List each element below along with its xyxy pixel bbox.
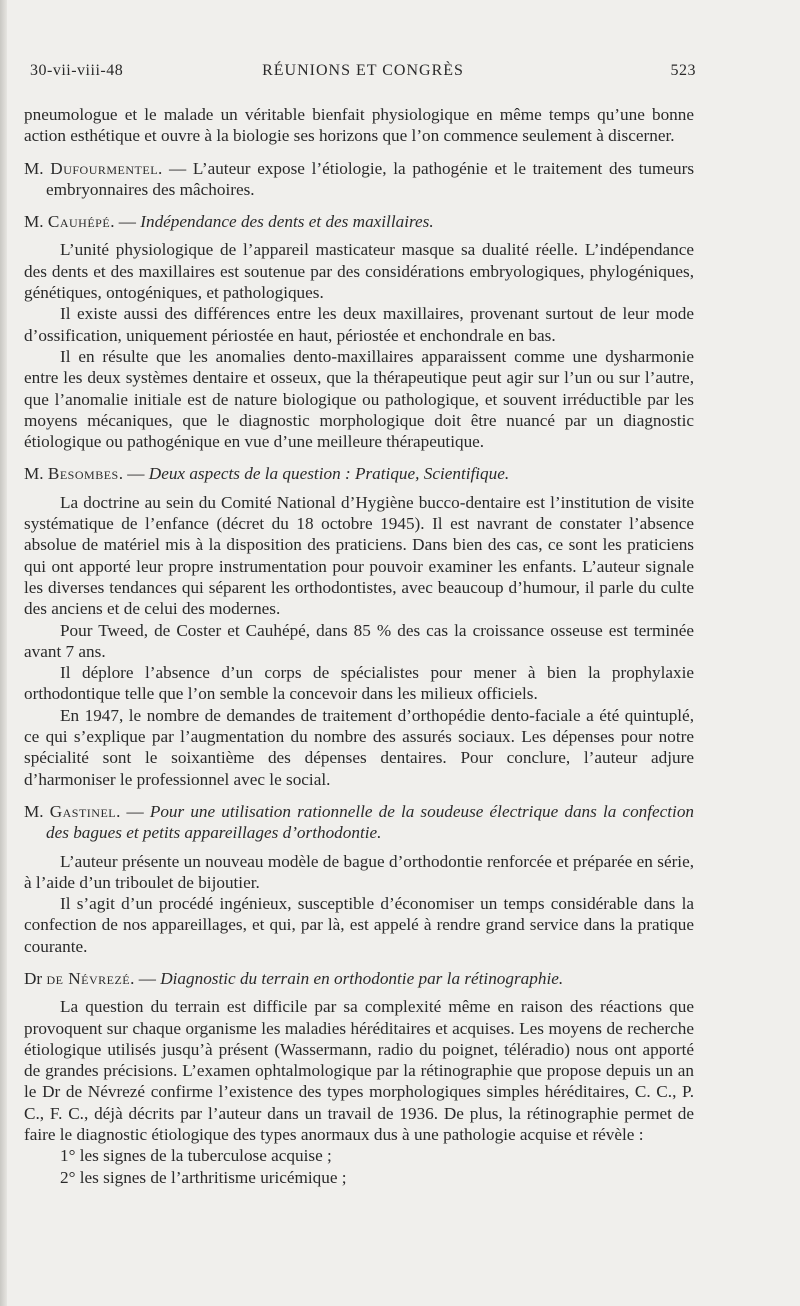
entry-paragraph: Il s’agit d’un procédé ingénieux, susceptible d’économiser un temps considérable dans la confection de nos appareillages, et qui, par là, est appelé à rendre grand service dans la pratique courante. [24,894,694,956]
intro-paragraph: pneumologue et le malade un véritable bienfait physiologique en même temps qu’une bonne action esthétique et ouvre à la biologie ses horizons que l’on commence seulement à discerner. [24,105,694,146]
entry-prefix: M. [24,801,44,821]
entry-prefix: M. [24,464,44,484]
issue-date: 30-vii-viii-48 [30,62,124,79]
entry-dash: . — [116,801,150,821]
entry-text: . — L’auteur expose l’étiologie, la pathogénie et le traitement des tumeurs embryonnaires des mâchoires. [46,158,695,199]
entry-paragraph: En 1947, le nombre de demandes de traitement d’orthopédie dento-faciale a été quintuplé, ce qui s’explique par l’augmentation du nombre des assurés sociaux. Les dépenses pour notre spécialité sont le soixantième des dépenses dentaires. Pour conclure, l’auteur adjure d’harmoniser le professionnel avec le social. [24,705,694,789]
entry-besombes-heading [24,463,694,484]
entry-author: Dufourmentel [50,158,159,178]
entry-author: Gastinel [49,801,117,821]
entry-dash: . — [110,212,141,232]
entry-prefix: Dr [24,968,43,988]
entry-paragraph: L’unité physiologique de l’appareil masticateur masque sa dualité réelle. L’indépendance des dents et des maxillaires est soutenue par des considérations embryologiques, phylogéniques, génétiques, ontogéniques, et pathologiques. [24,240,694,303]
running-header [30,62,696,86]
entry-nevreze-heading [24,968,694,989]
entry-author: de Névrezé [46,968,131,988]
entry-author: Besombes [47,464,119,484]
list-item: 1° les signes de la tuberculose acquise ; [60,1146,332,1166]
entry-paragraph: La question du terrain est difficile par sa complexité même en raison des réactions que provoquent sur chaque organisme les maladies héréditaires et acquises. Les moyens de recherche étiologique utilisés jusqu’à présent (Wassermann, radio du poignet, téléradio) nous ont apporté de grandes précisions. L’examen ophtalmologique par la rétinographie que propose depuis un an le Dr de Névrezé confirme l’existence des types morphologiques simples héréditaires, C. C., P. C., F. C., déjà décrits par l’auteur dans un travail de 1936. De plus, la rétinographie permet de faire le diagnostic étiologique des types anormaux dus à une pathologie acquise et révèle : [24,997,694,1145]
entry-gastinel-heading [24,801,694,844]
entry-author: Cauhépé [47,212,111,232]
entry-prefix: M. [24,158,44,178]
entry-title: Deux aspects de la question : Pratique, Scientifique. [148,464,510,484]
entry-dash: . — [118,464,149,484]
entry-paragraph: L’auteur présente un nouveau modèle de bague d’orthodontie renforcée et préparée en série, à l’aide d’un triboulet de bijoutier. [24,851,694,892]
entry-dufourmentel [24,158,694,201]
entry-paragraph: Pour Tweed, de Coster et Cauhépé, dans 85 % des cas la croissance osseuse est terminée avant 7 ans. [24,620,694,661]
running-title: RÉUNIONS ET CONGRÈS [262,62,464,79]
entry-prefix: M. [24,212,44,232]
entry-paragraph: Il en résulte que les anomalies dento-maxillaires apparaissent comme une dysharmonie entre les deux systèmes dentaire et osseux, que la thérapeutique peut agir sur l’un ou sur l’autre, que l’anomalie initiale est de nature biologique ou pathologique, et souvent irréductible par les moyens mécaniques, que le diagnostic morphologique doit être nuancé par un diagnostic étiologique ou pathogénique en vue d’une meilleure thérapeutique. [24,346,694,452]
entry-paragraph: La doctrine au sein du Comité National d’Hygiène bucco-dentaire est l’institution de visite systématique de l’enfance (décret du 18 octobre 1945). Il est navrant de constater l’absence absolue de matériel mis à la disposition des praticiens. Dans bien des cas, ce sont les praticiens qui ont apporté leur propre instrumentation pour pouvoir examiner les enfants. L’auteur signale les diverses tendances qui séparent les orthodontistes, avec beaucoup d’humour, il parle du culte des anciens et de celui des modernes. [24,492,694,619]
entry-cauhepe-heading [24,211,694,232]
page-number: 523 [670,62,696,79]
entry-paragraph: Il déplore l’absence d’un corps de spécialistes pour mener à bien la prophylaxie orthodontique telle que l’on semble la concevoir dans les milieux officiels. [24,663,694,704]
entry-paragraph: Il existe aussi des différences entre les deux maxillaires, provenant surtout de leur mode d’ossification, uniquement périostée en haut, périostée et enchondrale en bas. [24,304,694,345]
body-text [24,104,694,1188]
list-item: 2° les signes de l’arthritisme uricémique ; [60,1167,347,1187]
page-binding-edge [0,0,7,1306]
entry-title: Indépendance des dents et des maxillaires. [140,212,434,232]
entry-title: Diagnostic du terrain en orthodontie par la rétinographie. [160,968,564,988]
entry-dash: . — [130,968,161,988]
entry-title: Pour une utilisation rationnelle de la soudeuse électrique dans la confection des bagues et petits appareillages d’orthodontie. [46,801,695,843]
